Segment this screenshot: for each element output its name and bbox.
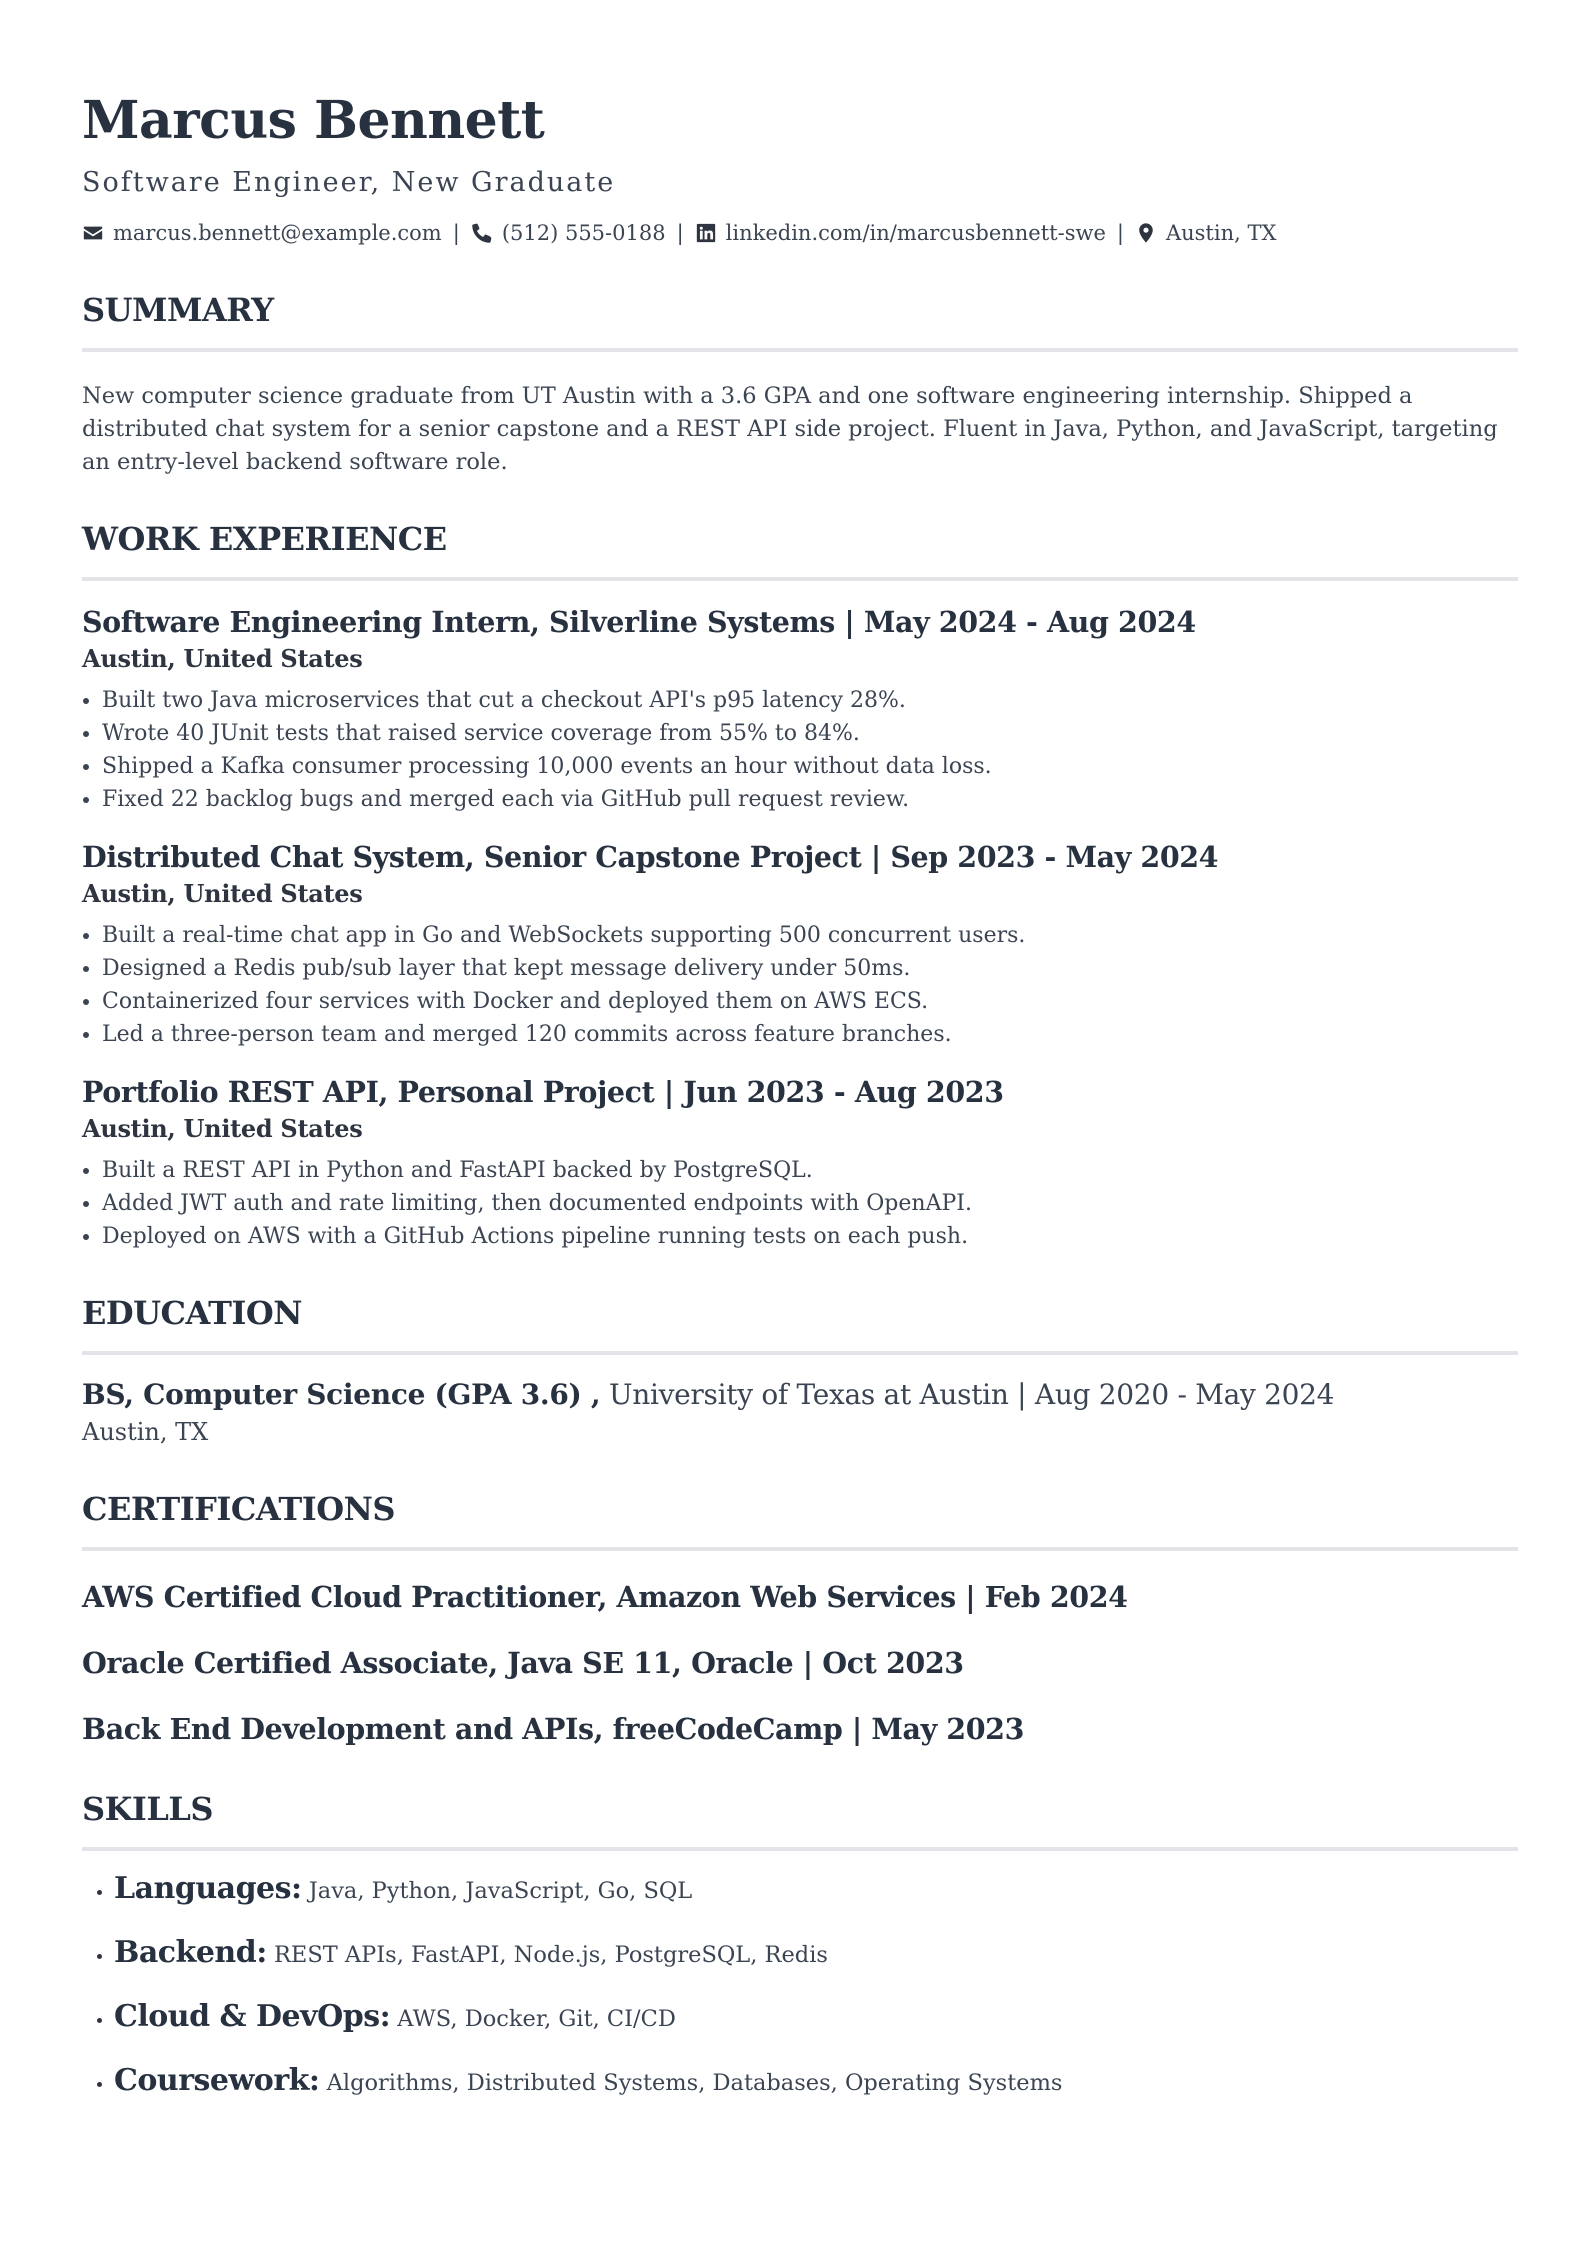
job-bullets (82, 919, 1518, 1051)
location-text: Austin, TX (1165, 221, 1277, 245)
contact-separator: | (452, 221, 460, 245)
envelope-icon (82, 222, 104, 244)
map-pin-icon (1135, 222, 1157, 244)
bullet-item: • Containerized four services with Docker and deployed them on AWS ECS. (102, 985, 1518, 1018)
skill-item (114, 1869, 1518, 1913)
section-heading: WORK EXPERIENCE (82, 520, 447, 558)
job-title: Distributed Chat System, Senior Capstone Project | Sep 2023 - May 2024 (82, 840, 1219, 874)
certification-item: Back End Development and APIs, freeCodeCamp | May 2023 (82, 1712, 1025, 1746)
job-entry (82, 838, 1518, 1051)
skill-label: Cloud & DevOps: (114, 1999, 391, 2034)
skill-item (114, 1997, 1518, 2041)
section-divider (82, 1351, 1518, 1355)
section-divider (82, 1847, 1518, 1851)
bullet-item: • Led a three-person team and merged 120 commits across feature branches. (102, 1018, 1518, 1051)
job-entry (82, 603, 1518, 816)
bullet-item: • Wrote 40 JUnit tests that raised service coverage from 55% to 84%. (102, 717, 1518, 750)
contact-separator: | (1116, 221, 1124, 245)
bullet-item: • Shipped a Kafka consumer processing 10,000 events an hour without data loss. (102, 750, 1518, 783)
contact-separator: | (676, 221, 684, 245)
job-bullets (82, 684, 1518, 816)
skills-list (82, 1869, 1518, 2105)
job-location: Austin, United States (82, 644, 363, 673)
contact-location (1135, 221, 1276, 245)
bullet-item: • Added JWT auth and rate limiting, then documented endpoints with OpenAPI. (102, 1187, 1518, 1220)
section-divider (82, 348, 1518, 352)
job-title: Portfolio REST API, Personal Project | Jun 2023 - Aug 2023 (82, 1075, 1004, 1109)
bullet-item: • Built a real-time chat app in Go and WebSockets supporting 500 concurrent users. (102, 919, 1518, 952)
education-entry (82, 1375, 1518, 1415)
skill-label: Languages: (114, 1871, 302, 1906)
degree-text: BS, Computer Science (GPA 3.6) , (82, 1378, 601, 1411)
job-entry (82, 1073, 1518, 1253)
skill-values: Algorithms, Distributed Systems, Databases, Operating Systems (319, 2070, 1063, 2096)
certification-item: AWS Certified Cloud Practitioner, Amazon Web Services | Feb 2024 (82, 1580, 1128, 1614)
email-text: marcus.bennett@example.com (113, 221, 442, 245)
skill-values: AWS, Docker, Git, CI/CD (390, 2006, 676, 2032)
phone-text: (512) 555-0188 (501, 221, 666, 245)
job-location: Austin, United States (82, 879, 363, 908)
skill-item (114, 1933, 1518, 1977)
linkedin-icon (695, 222, 717, 244)
bullet-item: • Built two Java microservices that cut a checkout API's p95 latency 28%. (102, 684, 1518, 717)
resume-content (82, 86, 1518, 2105)
skill-values: Java, Python, JavaScript, Go, SQL (301, 1878, 693, 1904)
section-heading: EDUCATION (82, 1294, 302, 1332)
section-heading: CERTIFICATIONS (82, 1490, 395, 1528)
skill-item (114, 2061, 1518, 2105)
contact-linkedin[interactable] (695, 221, 1106, 245)
bullet-item: • Built a REST API in Python and FastAPI backed by PostgreSQL. (102, 1154, 1518, 1187)
candidate-title: Software Engineer, New Graduate (82, 167, 616, 198)
bullet-item: • Fixed 22 backlog bugs and merged each via GitHub pull request review. (102, 783, 1518, 816)
certifications-section (82, 1487, 1518, 1749)
job-title: Software Engineering Intern, Silverline Systems | May 2024 - Aug 2024 (82, 605, 1196, 639)
skill-values: REST APIs, FastAPI, Node.js, PostgreSQL, Redis (266, 1942, 828, 1968)
job-location: Austin, United States (82, 1114, 363, 1143)
school-text: University of Texas at Austin | Aug 2020 - May 2024 (600, 1378, 1335, 1411)
contact-phone[interactable] (471, 221, 666, 245)
contact-email[interactable] (82, 221, 442, 245)
linkedin-text: linkedin.com/in/marcusbennett-swe (725, 221, 1106, 245)
section-heading: SUMMARY (82, 291, 274, 329)
section-heading: SKILLS (82, 1790, 213, 1828)
contact-line (82, 216, 1518, 250)
job-bullets (82, 1154, 1518, 1253)
section-divider (82, 1547, 1518, 1551)
skill-label: Backend: (114, 1935, 267, 1970)
section-divider (82, 577, 1518, 581)
summary-text: New computer science graduate from UT Austin with a 3.6 GPA and one software engineering internship. Shipped a distributed chat system for a senior capstone and a REST API side project. Fluent in Java, Python, and JavaScript, targeting an entry-level backend software role. (82, 383, 1498, 475)
skill-label: Coursework: (114, 2063, 320, 2098)
education-section (82, 1291, 1518, 1449)
summary-section (82, 288, 1518, 479)
certification-item: Oracle Certified Associate, Java SE 11, Oracle | Oct 2023 (82, 1646, 964, 1680)
experience-section (82, 517, 1518, 1253)
bullet-item: • Deployed on AWS with a GitHub Actions pipeline running tests on each push. (102, 1220, 1518, 1253)
bullet-item: • Designed a Redis pub/sub layer that kept message delivery under 50ms. (102, 952, 1518, 985)
education-location: Austin, TX (82, 1418, 209, 1446)
skills-section (82, 1787, 1518, 2105)
phone-icon (471, 222, 493, 244)
candidate-name: Marcus Bennett (82, 90, 545, 151)
